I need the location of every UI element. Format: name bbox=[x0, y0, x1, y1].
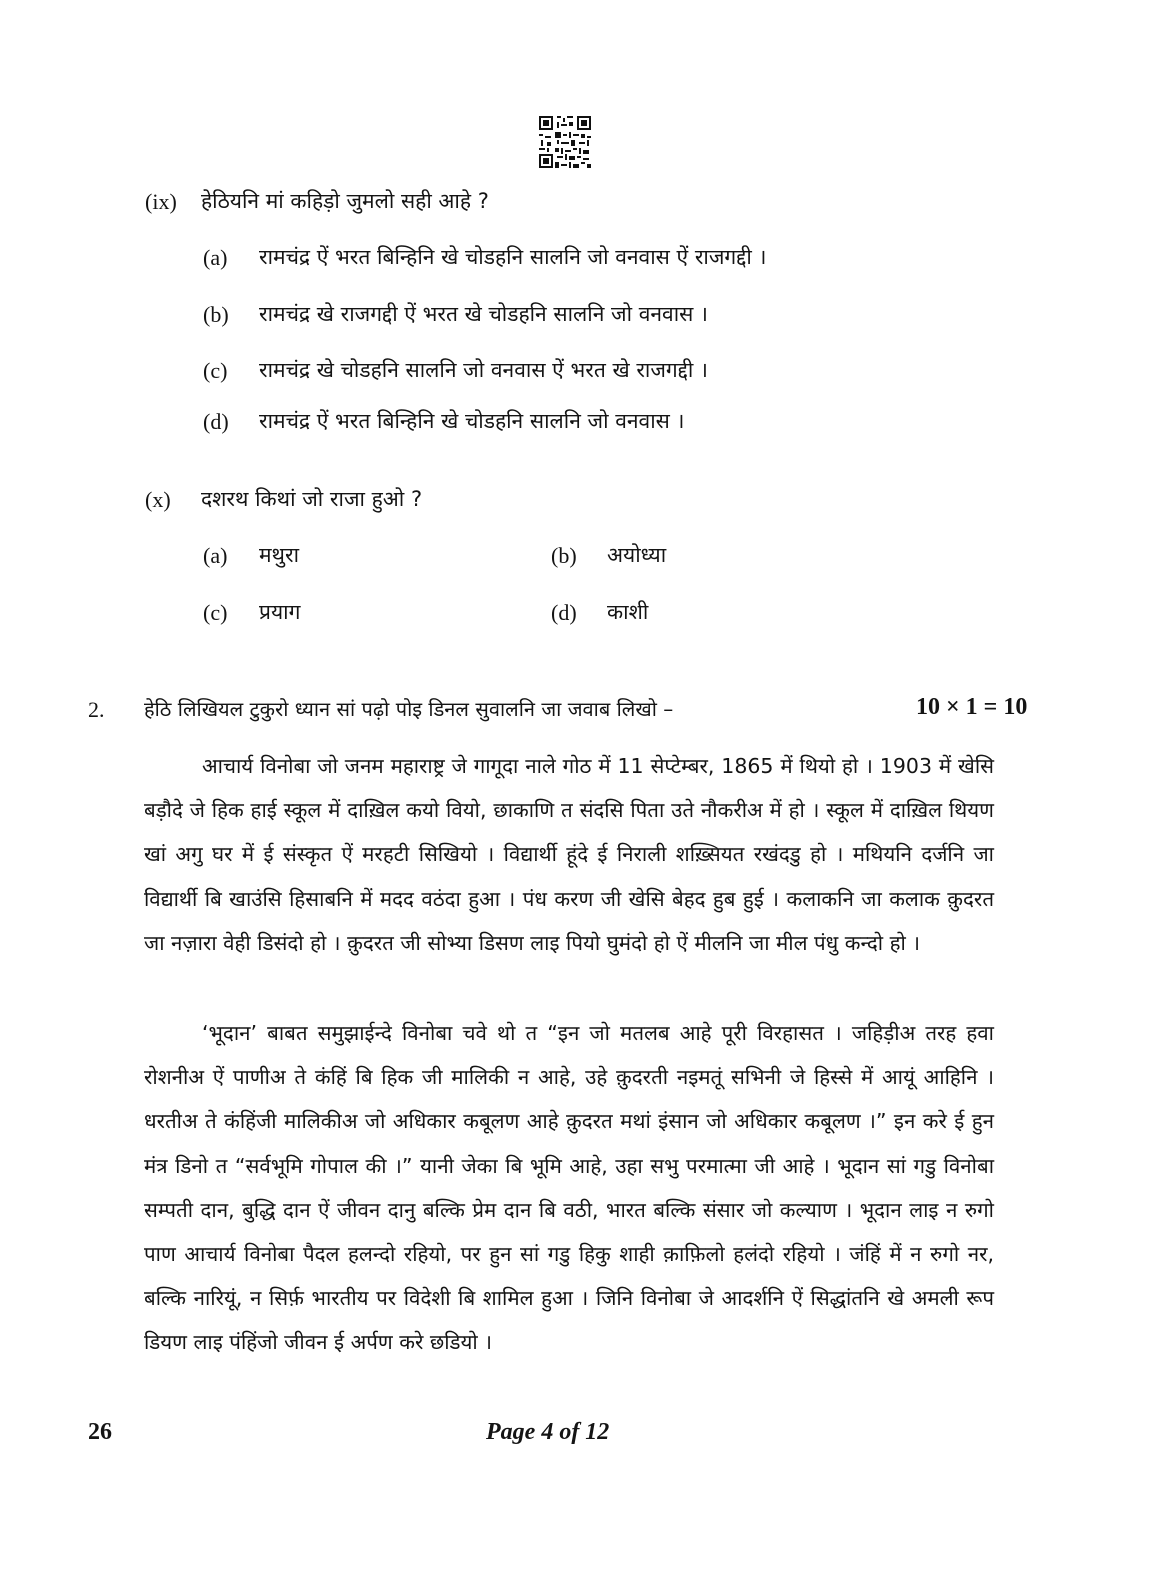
footer-code: 26 bbox=[88, 1419, 112, 1445]
page-number: Page 4 of 12 bbox=[486, 1419, 610, 1445]
option-text: प्रयाग bbox=[259, 600, 301, 624]
option-text: रामचंद्र खे चोडहनि सालनि जो वनवास ऐं भरत खे राजगद्दी । bbox=[259, 358, 708, 382]
passage-paragraph: ‘भूदान’ बाबत समुझाईन्दे विनोबा चवे थो त “इन जो मतलब आहे पूरी विरहासत । जहिड़ीअ तरह हवा रोशनीअ ऐं पाणीअ ते कंहिं बि हिक जी मालिकी न आहे, उहे क़ुदरती नइमतूं सभिनी जे हिस्से में आयूं आहिनि । धरतीअ ते कंहिंजी मालिकीअ जो अधिकार कबूलण आहे क़ुदरत मथां इंसान जो अधिकार कबूलण ।” इन करे ई हुन मंत्र डिनो त “सर्वभूमि गोपाल की ।” यानी जेका बि भूमि आहे, उहा सभु परमात्मा जी आहे । भूदान सां गडु विनोबा सम्पती दान, बुद्धि दान ऐं जीवन दानु बल्कि प्रेम दान बि वठी, भारत बल्कि संसार जो कल्याण । भूदान लाइ न रुगो पाण आचार्य विनोबा पैदल हलन्दो रहियो, पर हुन सां गडु हिकु शाही क़ाफ़िलो हलंदो रहियो । जंहिं में न रुगो नर, बल्कि नारियूं, न सिर्फ़ भारतीय पर विदेशी बि शामिल हुआ । जिनि विनोबा जे आदर्शनि ऐं सिद्धांतनि खे अमली रूप डियण लाइ पंहिंजो जीवन ई अर्पण करे छडियो । bbox=[144, 1021, 994, 1355]
option-label: (a) bbox=[203, 245, 228, 270]
option-label: (c) bbox=[203, 600, 228, 625]
question-number: 2. bbox=[88, 697, 105, 722]
question-text: दशरथ किथां जो राजा हुओ ? bbox=[201, 487, 423, 511]
question-number: (ix) bbox=[145, 189, 177, 214]
option-text: रामचंद्र ऐं भरत बिन्हिनि खे चोडहनि सालनि जो वनवास । bbox=[259, 409, 685, 433]
option-text: रामचंद्र ऐं भरत बिन्हिनि खे चोडहनि सालनि जो वनवास ऐं राजगद्दी । bbox=[259, 245, 767, 269]
option-label: (d) bbox=[203, 409, 229, 434]
question-number: (x) bbox=[145, 487, 171, 512]
option-text: मथुरा bbox=[259, 543, 300, 567]
option-label: (d) bbox=[551, 600, 577, 625]
option-label: (c) bbox=[203, 358, 228, 383]
option-text: रामचंद्र खे राजगद्दी ऐं भरत खे चोडहनि सालनि जो वनवास । bbox=[259, 302, 708, 326]
qr-code-icon bbox=[537, 114, 593, 170]
passage-paragraph: आचार्य विनोबा जो जनम महाराष्ट्र जे गागूदा नाले गोठ में 11 सेप्टेम्बर, 1865 में थियो हो । 1903 में खेसि बड़ौदे जे हिक हाई स्कूल में दाख़िल कयो वियो, छाकाणि त संदसि पिता उते नौकरीअ में हो । स्कूल में दाख़िल थियण खां अगु घर में ई संस्कृत ऐं मरहटी सिखियो । विद्यार्थी हूंदे ई निराली शख़्सियत रखंदडु हो । मथियनि दर्जनि जा विद्यार्थी बि खाउंसि हिसाबनि में मदद वठंदा हुआ । पंध करण जी खेसि बेहद हुब हुई । कलाकनि जा कलाक क़ुदरत जा नज़ारा वेही डिसंदो हो । क़ुदरत जी सोभ्या डिसण लाइ पियो घुमंदो हो ऐं मीलनि जा मील पंधु कन्दो हो । bbox=[144, 754, 994, 955]
option-text: काशी bbox=[607, 600, 649, 624]
option-label: (b) bbox=[551, 543, 577, 568]
question-text: हेठियनि मां कहिड़ो जुमलो सही आहे ? bbox=[201, 189, 489, 213]
question-instruction: हेठि लिखियल टुकुरो ध्यान सां पढ़ो पोइ डिनल सुवालनि जा जवाब लिखो – bbox=[144, 697, 674, 721]
marks-label: 10 × 1 = 10 bbox=[916, 694, 1028, 720]
option-text: अयोध्या bbox=[607, 543, 667, 567]
option-label: (b) bbox=[203, 302, 229, 327]
option-label: (a) bbox=[203, 543, 228, 568]
